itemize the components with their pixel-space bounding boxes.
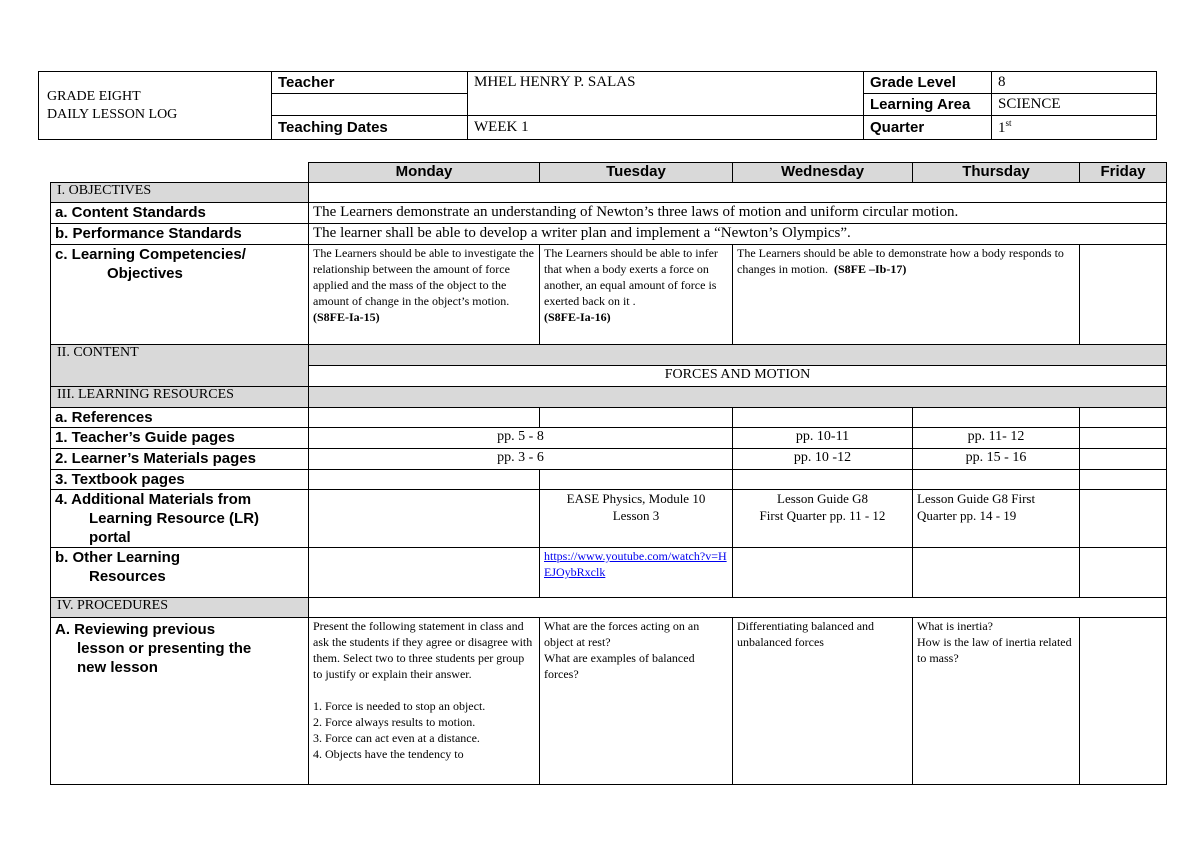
quarter-value xyxy=(992,116,1157,140)
grade-level-value: 8 xyxy=(992,72,1157,94)
other-resources-thu xyxy=(913,548,1080,598)
resources-heading-fill xyxy=(309,387,1167,408)
content-heading-fill xyxy=(309,345,1167,366)
resources-heading: III. LEARNING RESOURCES xyxy=(51,387,309,408)
competency-monday-code: (S8FE-Ia-15) xyxy=(313,310,380,324)
day-tuesday: Tuesday xyxy=(540,163,733,183)
references-mon xyxy=(309,408,540,428)
teachers-guide-wed: pp. 10-11 xyxy=(733,428,913,449)
reviewing-mon xyxy=(309,618,540,785)
reviewing-label-line3: new lesson xyxy=(77,659,158,676)
day-monday: Monday xyxy=(309,163,540,183)
additional-materials-wed xyxy=(733,490,913,548)
log-title-line1: GRADE EIGHT xyxy=(47,88,141,104)
reviewing-tue xyxy=(540,618,733,785)
log-title xyxy=(39,72,272,140)
additional-materials-tue xyxy=(540,490,733,548)
competency-wednesday-code: (S8FE –Ib-17) xyxy=(833,262,907,276)
textbook-fri xyxy=(1080,470,1167,490)
teaching-dates-value: WEEK 1 xyxy=(468,116,864,140)
corner-cell xyxy=(51,163,309,183)
additional-materials-tue-line2: Lesson 3 xyxy=(612,508,660,523)
teachers-guide-thu: pp. 11- 12 xyxy=(913,428,1080,449)
additional-materials-wed-line1: Lesson Guide G8 xyxy=(777,491,868,506)
additional-materials-mon xyxy=(309,490,540,548)
learners-materials-thu: pp. 15 - 16 xyxy=(913,449,1080,470)
header-table xyxy=(38,71,1157,140)
references-tue xyxy=(540,408,733,428)
reviewing-mon-item-4: 4. Objects have the tendency to xyxy=(313,747,464,761)
competencies-label xyxy=(51,245,309,345)
additional-materials-label xyxy=(51,490,309,548)
other-resources-tue xyxy=(540,548,733,598)
objectives-heading-fill xyxy=(309,183,1167,203)
additional-materials-thu: Lesson Guide G8 First Quarter pp. 14 - 19 xyxy=(913,490,1080,548)
learning-area-value: SCIENCE xyxy=(992,94,1157,116)
quarter-suffix: st xyxy=(1005,118,1012,128)
grade-level-label: Grade Level xyxy=(864,72,992,94)
textbook-wed xyxy=(733,470,913,490)
reviewing-tue-line1: What are the forces acting on an object at rest? xyxy=(544,619,700,649)
day-friday: Friday xyxy=(1080,163,1167,183)
competency-monday xyxy=(309,245,540,345)
reviewing-mon-intro: Present the following statement in class and ask the students if they agree or disagree with them. Select two to three students per group to justify or explain their answer. xyxy=(313,619,533,681)
teaching-dates-label: Teaching Dates xyxy=(272,116,468,140)
reviewing-wed: Differentiating balanced and unbalanced forces xyxy=(733,618,913,785)
references-fri xyxy=(1080,408,1167,428)
quarter-label: Quarter xyxy=(864,116,992,140)
textbook-thu xyxy=(913,470,1080,490)
teacher-label-spacer xyxy=(272,94,468,116)
competency-wednesday xyxy=(733,245,1080,345)
learners-materials-label: 2. Learner’s Materials pages xyxy=(51,449,309,470)
other-resources-fri xyxy=(1080,548,1167,598)
other-resources-wed xyxy=(733,548,913,598)
teachers-guide-mon-tue: pp. 5 - 8 xyxy=(309,428,733,449)
teachers-guide-fri xyxy=(1080,428,1167,449)
content-heading: II. CONTENT xyxy=(51,345,309,387)
other-resources-label xyxy=(51,548,309,598)
reviewing-thu-line2: How is the law of inertia related to mass? xyxy=(917,635,1072,665)
performance-standards-label: b. Performance Standards xyxy=(51,224,309,245)
competency-tuesday-text: The Learners should be able to infer that when a body exerts a force on another, an equal amount of force is exerted back on it . xyxy=(544,246,718,308)
competency-friday xyxy=(1080,245,1167,345)
additional-materials-fri xyxy=(1080,490,1167,548)
competencies-label-line2: Objectives xyxy=(107,265,183,282)
log-title-line2: DAILY LESSON LOG xyxy=(47,106,178,122)
reviewing-thu xyxy=(913,618,1080,785)
day-wednesday: Wednesday xyxy=(733,163,913,183)
competency-monday-text: The Learners should be able to investigate the relationship between the amount of force applied and the mass of the object to the amount of change in the object’s motion. xyxy=(313,246,534,308)
learners-materials-wed: pp. 10 -12 xyxy=(733,449,913,470)
reviewing-thu-line1: What is inertia? xyxy=(917,619,993,633)
other-resources-line1: b. Other Learning xyxy=(55,549,181,566)
objectives-heading: I. OBJECTIVES xyxy=(51,183,309,203)
procedures-heading-fill xyxy=(309,598,1167,618)
procedures-heading: IV. PROCEDURES xyxy=(51,598,309,618)
textbook-label: 3. Textbook pages xyxy=(51,470,309,490)
quarter-number: 1 xyxy=(998,120,1006,136)
references-wed xyxy=(733,408,913,428)
reviewing-label-line1: A. Reviewing previous xyxy=(55,621,216,638)
reviewing-tue-line2: What are examples of balanced forces? xyxy=(544,651,695,681)
competency-tuesday xyxy=(540,245,733,345)
youtube-link[interactable]: https://www.youtube.com/watch?v=HEJOybRxclk xyxy=(544,549,727,579)
content-standards-value: The Learners demonstrate an understanding of Newton’s three laws of motion and uniform circular motion. xyxy=(309,203,1167,224)
reviewing-mon-item-3: 3. Force can act even at a distance. xyxy=(313,731,480,745)
day-thursday: Thursday xyxy=(913,163,1080,183)
other-resources-mon xyxy=(309,548,540,598)
textbook-tue xyxy=(540,470,733,490)
performance-standards-value: The learner shall be able to develop a writer plan and implement a “Newton’s Olympics”. xyxy=(309,224,1167,245)
additional-materials-line3: portal xyxy=(89,529,131,546)
textbook-mon xyxy=(309,470,540,490)
references-label: a. References xyxy=(51,408,309,428)
additional-materials-wed-line2: First Quarter pp. 11 - 12 xyxy=(759,508,886,523)
reviewing-label xyxy=(51,618,309,785)
content-standards-label: a. Content Standards xyxy=(51,203,309,224)
lesson-log-table xyxy=(50,162,1167,785)
references-thu xyxy=(913,408,1080,428)
learners-materials-mon-tue: pp. 3 - 6 xyxy=(309,449,733,470)
reviewing-label-line2: lesson or presenting the xyxy=(77,640,252,657)
additional-materials-line1: 4. Additional Materials from xyxy=(55,491,252,508)
other-resources-line2: Resources xyxy=(89,568,166,585)
additional-materials-line2: Learning Resource (LR) xyxy=(89,510,260,527)
teacher-value: MHEL HENRY P. SALAS xyxy=(468,72,864,116)
competency-wednesday-text: The Learners should be able to demonstrate how a body responds to changes in motion. xyxy=(737,246,1064,276)
learning-area-label: Learning Area xyxy=(864,94,992,116)
additional-materials-tue-line1: EASE Physics, Module 10 xyxy=(566,491,706,506)
teacher-label: Teacher xyxy=(272,72,468,94)
reviewing-mon-item-2: 2. Force always results to motion. xyxy=(313,715,476,729)
teachers-guide-label: 1. Teacher’s Guide pages xyxy=(51,428,309,449)
competency-tuesday-code: (S8FE-Ia-16) xyxy=(544,310,611,324)
competencies-label-line1: c. Learning Competencies/ xyxy=(55,246,246,263)
reviewing-fri xyxy=(1080,618,1167,785)
reviewing-mon-item-1: 1. Force is needed to stop an object. xyxy=(313,699,486,713)
content-value: FORCES AND MOTION xyxy=(309,366,1167,387)
learners-materials-fri xyxy=(1080,449,1167,470)
